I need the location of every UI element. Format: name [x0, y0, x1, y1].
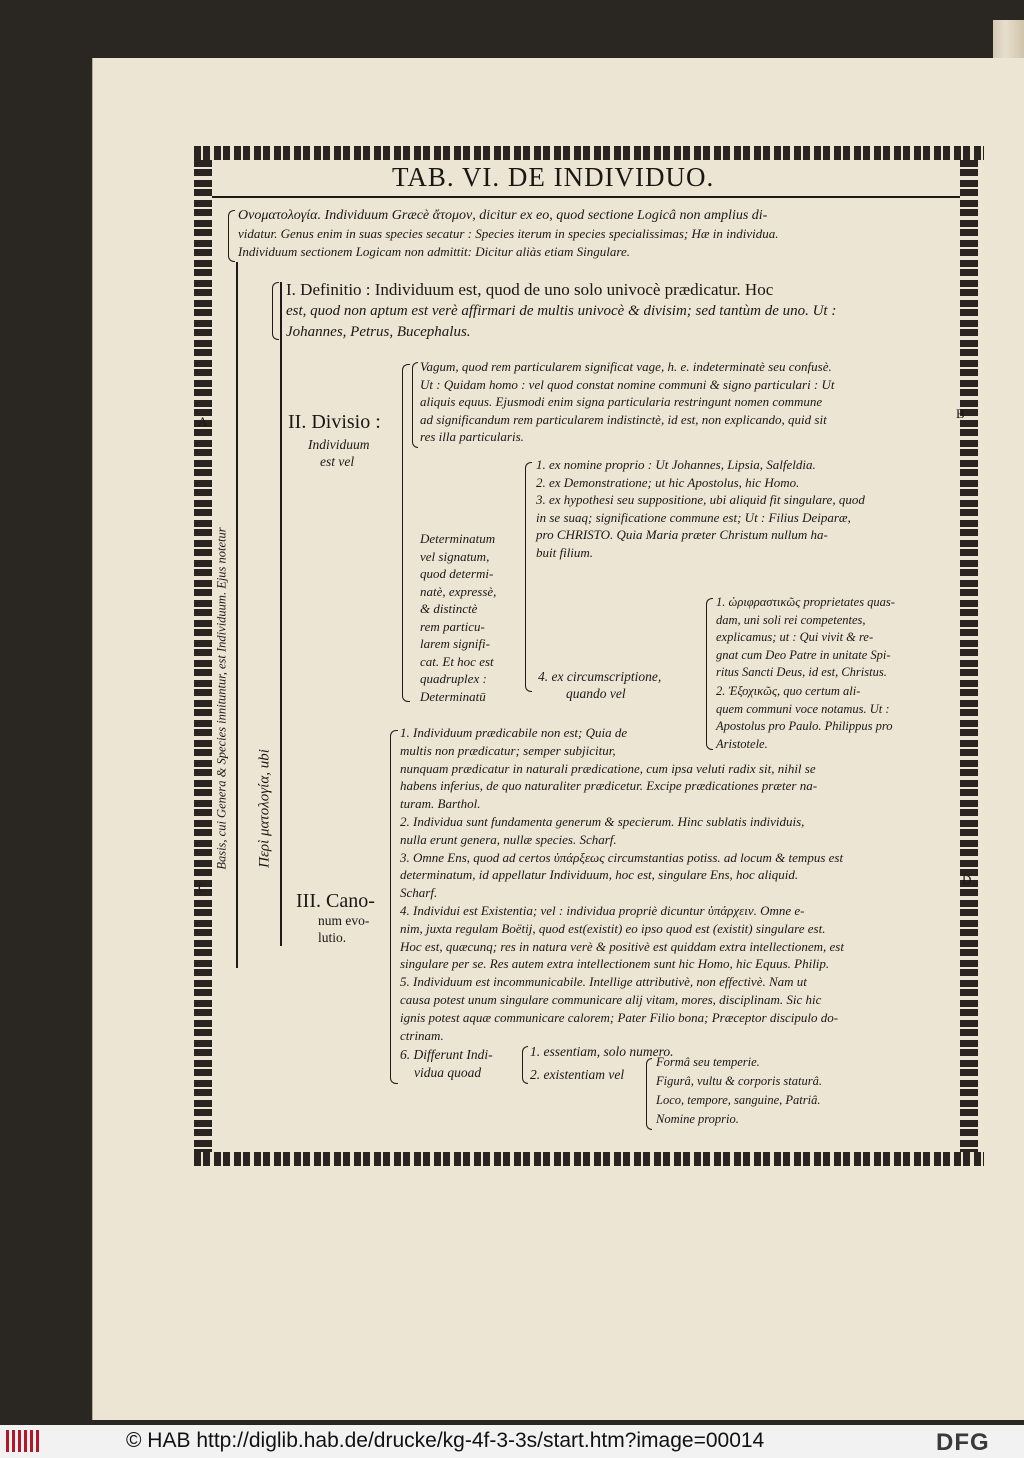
definitio-brace — [272, 282, 279, 340]
vagum-line: aliquis equus. Ejusmodi enim signa particularia restringunt nomen commune — [420, 394, 823, 409]
circum-opt2-line: Apostolus pro Paulo. Philippus pro — [716, 719, 893, 733]
hab-logo-icon — [6, 1430, 40, 1452]
canon-line: nunquam prædicatur in naturali prædicatione, cum ipsa veluti radix sit, nihil se — [400, 760, 816, 776]
canones-heading-1: III. Cano- — [296, 890, 375, 912]
item6-option: Loco, tempore, sanguine, Patriâ. — [656, 1093, 821, 1107]
ornament-border-bottom — [194, 1152, 984, 1166]
intro-brace — [228, 210, 235, 262]
canon-line: 4. Individui est Existentia; vel : individua propriè dicuntur ὑπάρχειν. Omne e- — [400, 903, 805, 918]
ornament-border-left — [194, 160, 212, 1152]
determinatum-line: natè, expressè, — [420, 583, 497, 599]
dfg-logo: DFG — [936, 1429, 990, 1456]
canon-line: multis non prædicatur; semper subjicitur, — [400, 742, 616, 758]
item6-brace — [522, 1046, 528, 1084]
circum-opt1-line: 1. ὠριφραστικῶς proprietates quas- — [716, 595, 895, 609]
canon-line: causa potest unum singulare communicare alij vitam, mores, disciplinam. Sic hic — [400, 992, 822, 1007]
item6-option: Formâ seu temperie. — [656, 1055, 760, 1069]
margin-letter-c: C — [198, 880, 207, 895]
ornament-border-right — [960, 160, 978, 1152]
canon-line: singulare per se. Res autem extra intellectionem sunt hic Homo, hic Equus. Philip. — [400, 956, 830, 972]
mode-line: 2. ex Demonstratione; ut hic Apostolus, hic Homo. — [536, 474, 800, 490]
divisio-sub-2: est vel — [320, 454, 355, 469]
determinatum-line: & distinctè — [420, 601, 478, 616]
item6-option: Figurâ, vultu & corporis staturâ. — [656, 1074, 822, 1088]
canon-line: Hoc est, quæcunq; res in natura verè & positivè est quiddam extra intellectionem, est — [400, 938, 844, 954]
divisio-heading: II. Divisio : — [288, 411, 381, 433]
side-note: Basis, cui Genera & Species innituntur, est Individuum. Ejus notetur — [214, 527, 229, 870]
divisio-sub-1: Individuum — [308, 437, 370, 452]
intro-line-1: Ονοματολογία. Individuum Græcè ἄτομον, dicitur ex eo, quod sectione Logicâ non amplius di- — [238, 208, 768, 223]
item6-a: 1. essentiam, solo numero. — [530, 1044, 674, 1059]
vagum-line: Ut : Quidam homo : vel quod constat nomine communi & signo particulari : Ut — [420, 376, 835, 392]
vagum-line: Vagum, quod rem particularem significat vage, h. e. indeterminatè seu confusè. — [420, 359, 832, 374]
canon-line: nim, juxta regulam Boëtij, quod est(existit) eo ipso quod est (existit) singulare est. — [400, 920, 826, 936]
canon-line: 2. Individua sunt fundamenta generum & specierum. Hinc sublatis individuis, — [400, 814, 805, 829]
margin-letter-b: B — [956, 406, 965, 421]
canon-line: nulla erunt genera, nullæ species. Scharf. — [400, 831, 617, 847]
circum-opt1-line: dam, uni soli rei competentes, — [716, 612, 866, 627]
determinatum-line: quadruplex : — [420, 671, 487, 686]
mode-line: 1. ex nomine proprio : Ut Johannes, Lipsia, Salfeldia. — [536, 457, 816, 472]
intro-line-2: vidatur. Genus enim in suas species secatur : Species iterum in species specialissimas; Hæ in individua. — [238, 226, 779, 241]
canones-brace — [390, 730, 398, 1084]
circum-opt2-line: quem communi voce notamus. Ut : — [716, 701, 890, 716]
margin-letter-d: D — [962, 872, 972, 887]
title-rule — [212, 196, 960, 198]
canon-line: determinatum, id appellatur Individuum, hoc est, singulare Ens, hoc aliquid. — [400, 867, 799, 883]
circum-opt1-line: ritus Sancti Deus, id est, Christus. — [716, 665, 887, 679]
item6-label-2: vidua quoad — [414, 1065, 482, 1080]
item6-b: 2. existentiam vel — [530, 1067, 625, 1082]
item6-label-1: 6. Differunt Indi- — [400, 1047, 493, 1062]
canon-line: ignis potest aquæ communicare calorem; Pater Filio bona; Præceptor discipulo do- — [400, 1009, 839, 1025]
circum-label-1: 4. ex circumscriptione, — [538, 669, 662, 684]
circum-opt1-line: gnat cum Deo Patre in unitate Spi- — [716, 647, 891, 662]
intro-line-3: Individuum sectionem Logicam non admittit: Dicitur aliàs etiam Singulare. — [238, 244, 631, 259]
canones-heading-2: num evo- — [318, 913, 370, 928]
canon-line: habens inferius, de quo naturaliter prædicetur. Excipe prædicationes præter na- — [400, 778, 818, 794]
circum-opt1-line: explicamus; ut : Qui vivit & re- — [716, 630, 874, 644]
vagum-line: ad significandum rem particularem indistinctè, id est, non explicando, quid sit — [420, 411, 827, 427]
ornament-border-top — [194, 146, 984, 160]
determinatum-line: larem signifi- — [420, 636, 490, 651]
divisio-brace — [402, 364, 410, 702]
item6-option: Nomine proprio. — [656, 1112, 739, 1126]
vagum-brace — [412, 362, 418, 448]
definitio-line-1: I. Definitio : Individuum est, quod de uno solo univocè prædicatur. Hoc — [286, 280, 774, 299]
canon-line: turam. Barthol. — [400, 796, 481, 812]
determinatum-line: quod determi- — [420, 566, 494, 581]
determinatum-line: vel signatum, — [420, 548, 490, 564]
peri-vertical-rule — [280, 282, 282, 946]
mode-line: in se suaq; significatione commune est; Ut : Filius Deiparæ, — [536, 509, 851, 525]
determinatum-line: cat. Et hoc est — [420, 653, 494, 669]
vagum-line: res illa particularis. — [420, 429, 524, 444]
canon-line: ctrinam. — [400, 1027, 444, 1043]
page-title: TAB. VI. DE INDIVIDUO. — [392, 162, 715, 192]
peri-label: Περὶ ματολογία, ubi — [256, 749, 273, 868]
circum-opt2-line: 2. Ἐξοχικῶς, quo certum ali- — [716, 684, 861, 698]
mode-line: 3. ex hypothesi seu suppositione, ubi aliquid fit singulare, quod — [536, 492, 865, 507]
determinatum-line: Determinatū — [420, 688, 486, 704]
canon-line: 1. Individuum prædicabile non est; Quia de — [400, 725, 628, 740]
mode-line: buit filium. — [536, 544, 594, 560]
canones-heading-3: lutio. — [318, 930, 347, 945]
mode-line: pro CHRISTO. Quia Maria præter Christum nullum ha- — [536, 527, 828, 542]
definitio-line-3: Johannes, Petrus, Bucephalus. — [286, 324, 471, 340]
determinatum-line: Determinatum — [420, 531, 496, 546]
circum-opt2-line: Aristotele. — [716, 736, 768, 751]
circum-brace — [706, 598, 713, 750]
determinatum-line: rem particu- — [420, 618, 485, 634]
canon-line: Scharf. — [400, 885, 438, 901]
canon-line: 3. Omne Ens, quod ad certos ὑπάρξεως circumstantias potiss. ad locum & tempus est — [400, 849, 844, 865]
margin-letter-a: A — [198, 414, 208, 429]
footer-credit-link[interactable]: © HAB http://diglib.hab.de/drucke/kg-4f-3-3s/start.htm?image=00014 — [126, 1429, 765, 1452]
definitio-line-2: est, quod non aptum est verè affirmari de multis univocè & divisim; sed tantùm de uno. Ut : — [286, 303, 837, 319]
outer-vertical-rule — [236, 262, 238, 968]
modes-brace — [525, 462, 532, 692]
circum-label-2: quando vel — [566, 686, 626, 701]
item6-b-brace — [646, 1058, 652, 1130]
canon-line: 5. Individuum est incommunicabile. Intellige attributivè, non effectivè. Nam ut — [400, 974, 807, 990]
